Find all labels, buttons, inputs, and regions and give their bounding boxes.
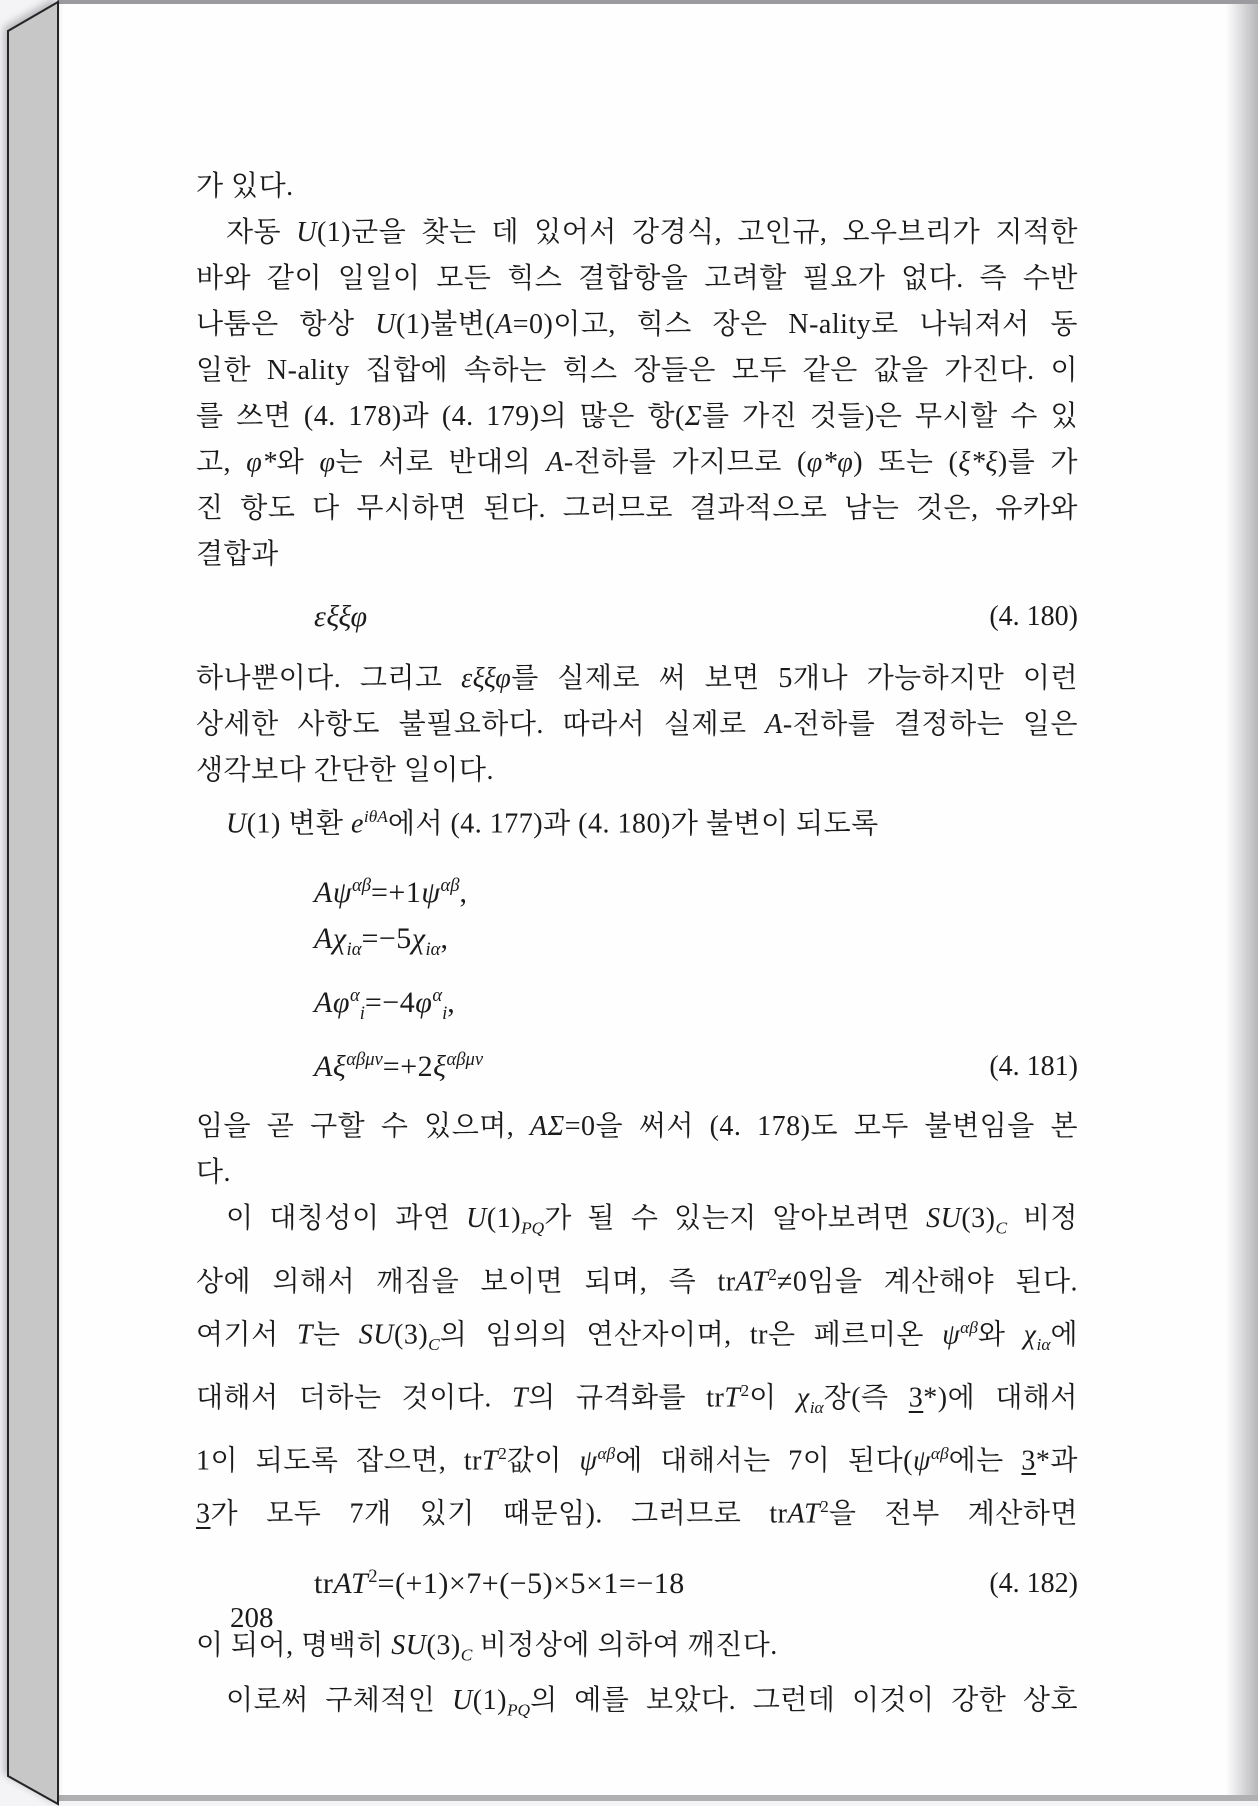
text-segment: 대해서 더하는 것이다. bbox=[196, 1382, 513, 1414]
text-segment: 임을 곧 구할 수 있으며, bbox=[196, 1111, 530, 1143]
text-segment: iα bbox=[346, 939, 362, 961]
page-edge-shape bbox=[8, 2, 58, 1804]
text-segment: 일한 N-ality 집합에 속하는 힉스 장들은 모두 같은 값을 가진다. 이 bbox=[196, 355, 1078, 386]
text-segment: 자동 bbox=[226, 217, 297, 248]
text-segment: ≠0임을 계산해야 된다. bbox=[776, 1266, 1078, 1298]
text-segment: =−4 bbox=[364, 986, 416, 1020]
text-segment: , bbox=[440, 922, 449, 956]
text-segment: χ bbox=[411, 922, 426, 956]
text-segment: ξ*ξ bbox=[958, 447, 998, 478]
equation-line bbox=[314, 1554, 1078, 1607]
text-segment: 장(즉 bbox=[823, 1382, 909, 1414]
text-segment: A bbox=[314, 986, 333, 1020]
text-segment: 와 bbox=[977, 1319, 1024, 1351]
text-line bbox=[196, 702, 1078, 748]
text-segment: U bbox=[296, 217, 317, 248]
text-segment: (3) bbox=[394, 1319, 429, 1351]
text-segment: ψ bbox=[579, 1445, 598, 1477]
text-segment: αβ bbox=[440, 875, 460, 897]
text-segment: (1)불변( bbox=[396, 309, 496, 340]
text-segment: 에서 (4. 177)과 (4. 180)가 불변이 되도록 bbox=[387, 808, 879, 840]
text-line bbox=[196, 656, 1078, 702]
text-segment: αβμν bbox=[446, 1049, 484, 1071]
text-segment: i bbox=[442, 1003, 448, 1025]
text-segment: iθA bbox=[363, 807, 388, 826]
text-line bbox=[196, 1484, 1078, 1537]
text-segment: AT bbox=[333, 1566, 369, 1600]
text-segment: A bbox=[314, 1050, 333, 1084]
text-segment: 가 있다. bbox=[196, 171, 294, 202]
equation-number: (4. 182) bbox=[989, 1567, 1078, 1599]
text-segment: T bbox=[724, 1382, 741, 1414]
text-segment: ξ bbox=[332, 1050, 347, 1084]
text-line bbox=[196, 1623, 1078, 1679]
text-segment: iα bbox=[1036, 1335, 1051, 1355]
text-line bbox=[196, 532, 1078, 578]
text-line bbox=[196, 1150, 1078, 1196]
text-segment: SU bbox=[926, 1203, 962, 1235]
text-segment: (3) bbox=[426, 1629, 461, 1661]
text-segment: 이 되어, 명백히 bbox=[196, 1629, 392, 1661]
text-segment: 비정 bbox=[1007, 1203, 1078, 1235]
text-segment: α bbox=[349, 985, 360, 1007]
text-segment: ψ bbox=[332, 876, 352, 910]
text-segment: 2 bbox=[768, 1264, 777, 1284]
text-segment: =+1 bbox=[371, 876, 422, 910]
text-segment: 결합과 bbox=[196, 539, 279, 570]
text-segment: PQ bbox=[521, 1218, 545, 1238]
text-segment: 를 실제로 써 보면 5개나 가능하지만 이런 bbox=[511, 663, 1078, 694]
text-line bbox=[196, 164, 1078, 210]
text-segment: U bbox=[452, 1685, 473, 1717]
page-right-edge-shade bbox=[1226, 4, 1258, 1795]
text-segment: φ bbox=[319, 447, 336, 478]
text-segment: SU bbox=[358, 1319, 394, 1351]
text-segment: A bbox=[495, 309, 513, 340]
text-segment: =0을 써서 (4. 178)도 모두 불변임을 본 bbox=[564, 1111, 1078, 1143]
text-segment: 의 규격화를 tr bbox=[528, 1382, 725, 1414]
text-segment: *)에 대해서 bbox=[923, 1382, 1078, 1414]
equation-line bbox=[314, 594, 1078, 640]
text-line bbox=[196, 394, 1078, 440]
text-segment: 상세한 사항도 불필요하다. 따라서 실제로 bbox=[196, 709, 766, 740]
text-segment: 바와 같이 일일이 모든 힉스 결합항을 고려할 필요가 없다. 즉 수반 bbox=[196, 263, 1078, 294]
text-segment: (1)군을 찾는 데 있어서 강경식, 고인규, 오우브리가 지적한 bbox=[316, 217, 1078, 248]
text-line bbox=[196, 1196, 1078, 1252]
text-segment: A bbox=[314, 876, 333, 910]
text-segment: *과 bbox=[1035, 1445, 1078, 1477]
text-segment: αβ bbox=[597, 1444, 616, 1464]
text-segment: φ bbox=[332, 986, 350, 1020]
text-segment: T bbox=[482, 1445, 499, 1477]
text-segment: Σ bbox=[684, 401, 703, 432]
text-line bbox=[196, 748, 1078, 794]
text-segment: 을 전부 계산하면 bbox=[828, 1498, 1078, 1530]
text-segment: φ*φ bbox=[806, 447, 854, 478]
text-line bbox=[196, 1104, 1078, 1150]
text-segment: 가 될 수 있는지 알아보려면 bbox=[544, 1203, 927, 1235]
text-line bbox=[196, 1368, 1078, 1431]
text-segment: U bbox=[226, 808, 247, 840]
text-segment: ψ bbox=[421, 876, 441, 910]
text-segment: αβ bbox=[960, 1318, 978, 1338]
text-segment: χ bbox=[1023, 1319, 1037, 1351]
text-segment: εξξφ bbox=[461, 663, 512, 694]
text-line bbox=[196, 348, 1078, 394]
text-segment: αβμν bbox=[346, 1049, 383, 1071]
text-segment: ) 또는 ( bbox=[853, 447, 959, 478]
text-segment: PQ bbox=[506, 1700, 531, 1720]
page-number: 208 bbox=[230, 1602, 274, 1634]
text-segment: (3) bbox=[961, 1203, 996, 1235]
text-segment: SU bbox=[391, 1629, 427, 1661]
text-segment: A bbox=[765, 709, 783, 740]
equation-block bbox=[196, 863, 1078, 1090]
text-segment: , bbox=[447, 986, 456, 1020]
text-segment: (1) bbox=[486, 1203, 522, 1235]
text-segment: 고, bbox=[196, 447, 247, 478]
text-segment: A bbox=[314, 922, 333, 956]
equation-block bbox=[196, 1554, 1078, 1607]
text-line bbox=[196, 302, 1078, 348]
text-segment: T bbox=[512, 1382, 529, 1414]
text-segment: =−5 bbox=[361, 922, 412, 956]
text-segment: AT bbox=[735, 1266, 769, 1298]
text-segment: 여기서 bbox=[196, 1319, 297, 1351]
text-line bbox=[196, 1252, 1078, 1305]
text-segment: φ* bbox=[246, 447, 277, 478]
text-segment: 3 bbox=[908, 1382, 924, 1414]
text-segment: =(+1)×7+(−5)×5×1=−18 bbox=[377, 1566, 685, 1600]
text-segment: 진 항도 다 무시하면 된다. 그러므로 결과적으로 남는 것은, 유카와 bbox=[196, 493, 1078, 524]
equation-number: (4. 180) bbox=[989, 601, 1078, 632]
text-segment: ψ bbox=[912, 1445, 931, 1477]
text-segment: iα bbox=[809, 1398, 824, 1418]
text-segment: 비정상에 의하여 깨진다. bbox=[472, 1629, 778, 1661]
text-segment: T bbox=[296, 1319, 313, 1351]
text-segment: 1이 되도록 잡으면, tr bbox=[196, 1445, 482, 1477]
equation-line bbox=[314, 1037, 1078, 1090]
text-segment: 가 모두 7개 있기 때문임). 그러므로 tr bbox=[210, 1498, 788, 1530]
text-segment: ξ bbox=[433, 1050, 447, 1084]
text-line bbox=[196, 1431, 1078, 1484]
equation-block bbox=[196, 594, 1078, 640]
text-segment: 생각보다 간단한 일이다. bbox=[196, 755, 494, 786]
text-segment: 의 임의의 연산자이며, tr은 페르미온 bbox=[439, 1319, 943, 1351]
text-segment: tr bbox=[314, 1566, 334, 1600]
text-segment: 2 bbox=[498, 1444, 507, 1464]
text-segment: 를 가진 것들)은 무시할 수 있 bbox=[702, 401, 1078, 432]
text-segment: 상에 의해서 깨짐을 보이면 되며, 즉 tr bbox=[196, 1266, 736, 1298]
text-segment: 에는 bbox=[948, 1445, 1022, 1477]
equation-number: (4. 181) bbox=[989, 1051, 1078, 1083]
equation-line bbox=[314, 863, 1078, 916]
text-segment: 이 bbox=[749, 1382, 797, 1414]
text-segment: 는 서로 반대의 bbox=[335, 447, 547, 478]
text-segment: )를 가 bbox=[997, 447, 1078, 478]
text-segment: C bbox=[428, 1335, 440, 1355]
text-segment: -전하를 가지므로 ( bbox=[563, 447, 807, 478]
text-segment: U bbox=[466, 1203, 487, 1235]
text-segment: C bbox=[995, 1218, 1008, 1238]
text-segment: (1) 변환 bbox=[246, 808, 351, 840]
text-segment: 이 대칭성이 과연 bbox=[226, 1203, 467, 1235]
text-segment: 는 bbox=[312, 1319, 359, 1351]
equation-line bbox=[314, 973, 1078, 1037]
text-segment: 2 bbox=[740, 1381, 750, 1401]
text-segment: (1) bbox=[472, 1685, 507, 1717]
text-segment: 에 대해서는 7이 된다( bbox=[615, 1445, 913, 1477]
text-line bbox=[196, 210, 1078, 256]
text-segment: e bbox=[350, 808, 364, 840]
text-segment: φ bbox=[415, 986, 433, 1020]
text-segment: χ bbox=[796, 1382, 810, 1414]
text-segment: AT bbox=[787, 1498, 821, 1530]
text-segment: εξξφ bbox=[314, 600, 368, 633]
text-segment: αβ bbox=[930, 1444, 949, 1464]
text-segment: 를 쓰면 (4. 178)과 (4. 179)의 많은 항( bbox=[196, 401, 685, 432]
text-segment: =+2 bbox=[382, 1050, 434, 1084]
text-segment: iα bbox=[425, 939, 441, 961]
text-segment: 3 bbox=[196, 1498, 211, 1530]
text-line bbox=[196, 256, 1078, 302]
text-segment: 다. bbox=[196, 1157, 232, 1189]
text-segment: ψ bbox=[942, 1319, 961, 1351]
text-line bbox=[196, 1678, 1078, 1734]
text-line bbox=[196, 440, 1078, 486]
text-segment: 에 bbox=[1050, 1319, 1078, 1351]
text-segment: A bbox=[546, 447, 564, 478]
text-segment: 3 bbox=[1021, 1445, 1036, 1477]
book-page bbox=[57, 0, 1258, 1801]
text-line bbox=[196, 1305, 1078, 1368]
text-segment: χ bbox=[332, 922, 347, 956]
text-line bbox=[196, 794, 1078, 847]
text-segment: αβ bbox=[351, 875, 371, 897]
text-segment: 의 예를 보았다. 그런데 이것이 강한 상호 bbox=[530, 1685, 1078, 1717]
text-segment: , bbox=[459, 876, 468, 910]
equation-line bbox=[314, 916, 1078, 973]
text-segment: 2 bbox=[820, 1497, 829, 1517]
text-segment: 하나뿐이다. 그리고 bbox=[196, 663, 462, 694]
text-segment: AΣ bbox=[530, 1111, 565, 1143]
text-segment: 이로써 구체적인 bbox=[226, 1685, 453, 1717]
text-segment: =0)이고, 힉스 장은 N-ality로 나눠져서 동 bbox=[512, 309, 1078, 340]
text-segment: C bbox=[460, 1645, 473, 1665]
book-page-edge bbox=[0, 0, 70, 1806]
text-segment: α bbox=[432, 985, 443, 1007]
text-segment: 값이 bbox=[506, 1445, 580, 1477]
page-content bbox=[196, 164, 1078, 1734]
text-segment: 2 bbox=[368, 1565, 378, 1587]
text-segment: -전하를 결정하는 일은 bbox=[782, 709, 1078, 740]
text-segment: 나툼은 항상 bbox=[196, 309, 376, 340]
text-segment: U bbox=[375, 309, 396, 340]
text-segment: 와 bbox=[276, 447, 320, 478]
text-line bbox=[196, 486, 1078, 532]
text-segment: i bbox=[359, 1003, 365, 1025]
